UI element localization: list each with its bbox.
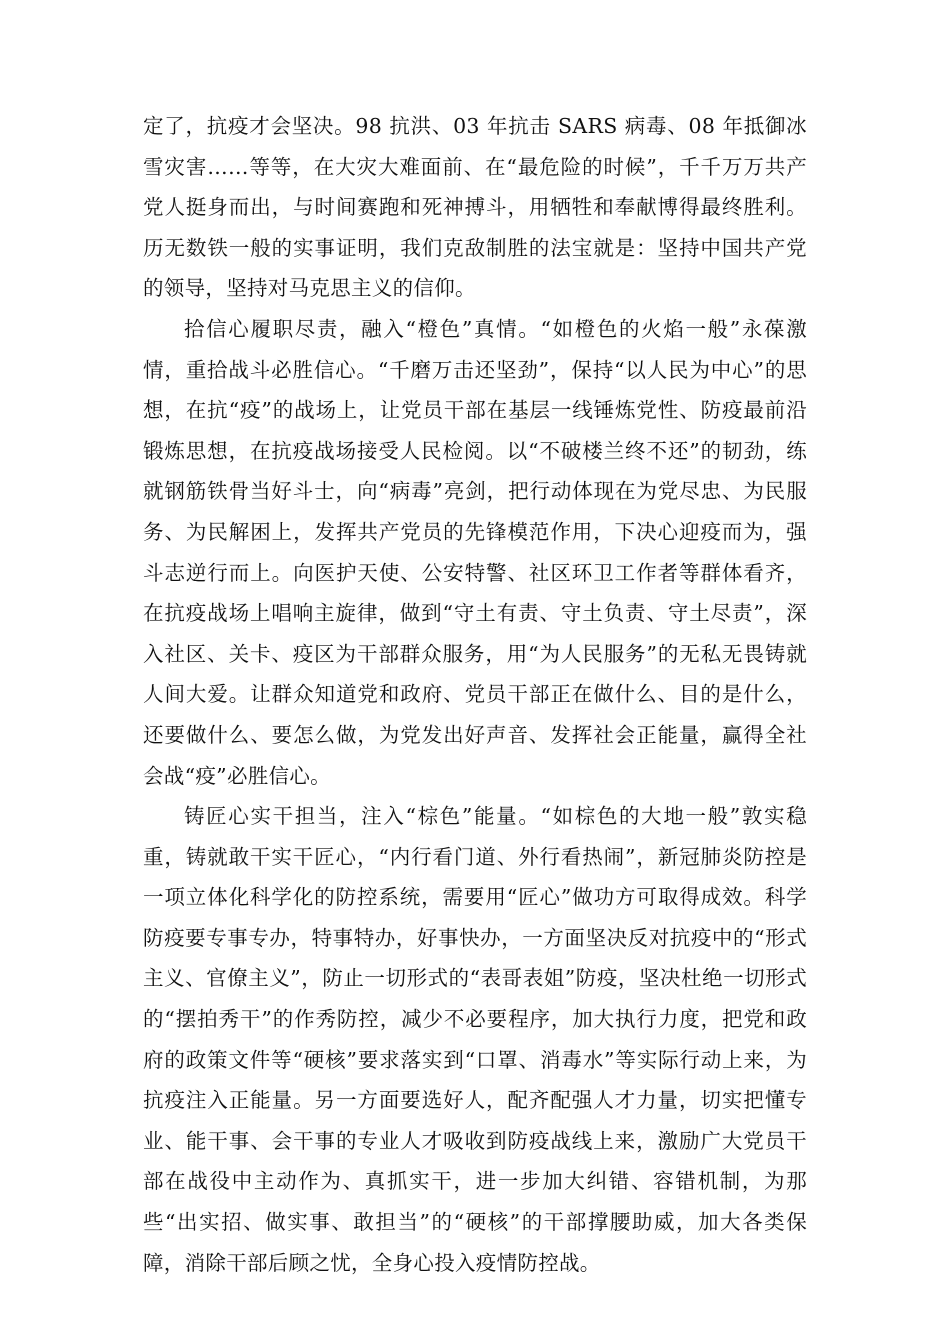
document-page bbox=[143, 106, 807, 1283]
paragraph-brown: 铸匠心实干担当，注入“棕色”能量。“如棕色的大地一般”敦实稳重，铸就敢干实干匠心，“内行看门道、外行看热闹”，新冠肺炎防控是一项立体化科学化的防控系统，需要用“匠心”做功方可取得成效。科学防疫要专事专办，特事特办，好事快办，一方面坚决反对抗疫中的“形式主义、官僚主义”，防止一切形式的“表哥表姐”防疫，坚决杜绝一切形式的“摆拍秀干”的作秀防控，减少不必要程序，加大执行力度，把党和政府的政策文件等“硬核”要求落实到“口罩、消毒水”等实际行动上来，为抗疫注入正能量。另一方面要选好人，配齐配强人才力量，切实把懂专业、能干事、会干事的专业人才吸收到防疫战线上来，激励广大党员干部在战役中主动作为、真抓实干，进一步加大纠错、容错机制，为那些“出实招、做实事、敢担当”的“硬核”的干部撑腰助威，加大各类保障，消除干部后顾之忧，全身心投入疫情防控战。 bbox=[143, 804, 807, 1275]
paragraph-continuation: 定了，抗疫才会坚决。98 抗洪、03 年抗击 SARS 病毒、08 年抵御冰雪灾害……等等，在大灾大难面前、在“最危险的时候”，千千万万共产党人挺身而出，与时间赛跑和死神搏斗，用牺牲和奉献博得最终胜利。历无数铁一般的实事证明，我们克敌制胜的法宝就是：坚持中国共产党的领导，坚持对马克思主义的信仰。 bbox=[143, 114, 807, 301]
paragraph-orange: 拾信心履职尽责，融入“橙色”真情。“如橙色的火焰一般”永葆激情，重拾战斗必胜信心。“千磨万击还坚劲”，保持“以人民为中心”的思想，在抗“疫”的战场上，让党员干部在基层一线锤炼党性、防疫最前沿锻炼思想，在抗疫战场接受人民检阅。以“不破楼兰终不还”的韧劲，练就钢筋铁骨当好斗士，向“病毒”亮剑，把行动体现在为党尽忠、为民服务、为民解困上，发挥共产党员的先锋模范作用，下决心迎疫而为，强斗志逆行而上。向医护天使、公安特警、社区环卫工作者等群体看齐，在抗疫战场上唱响主旋律，做到“守土有责、守土负责、守土尽责”，深入社区、关卡、疫区为干部群众服务，用“为人民服务”的无私无畏铸就人间大爱。让群众知道党和政府、党员干部正在做什么、目的是什么，还要做什么、要怎么做，为党发出好声音、发挥社会正能量，赢得全社会战“疫”必胜信心。 bbox=[143, 316, 807, 788]
